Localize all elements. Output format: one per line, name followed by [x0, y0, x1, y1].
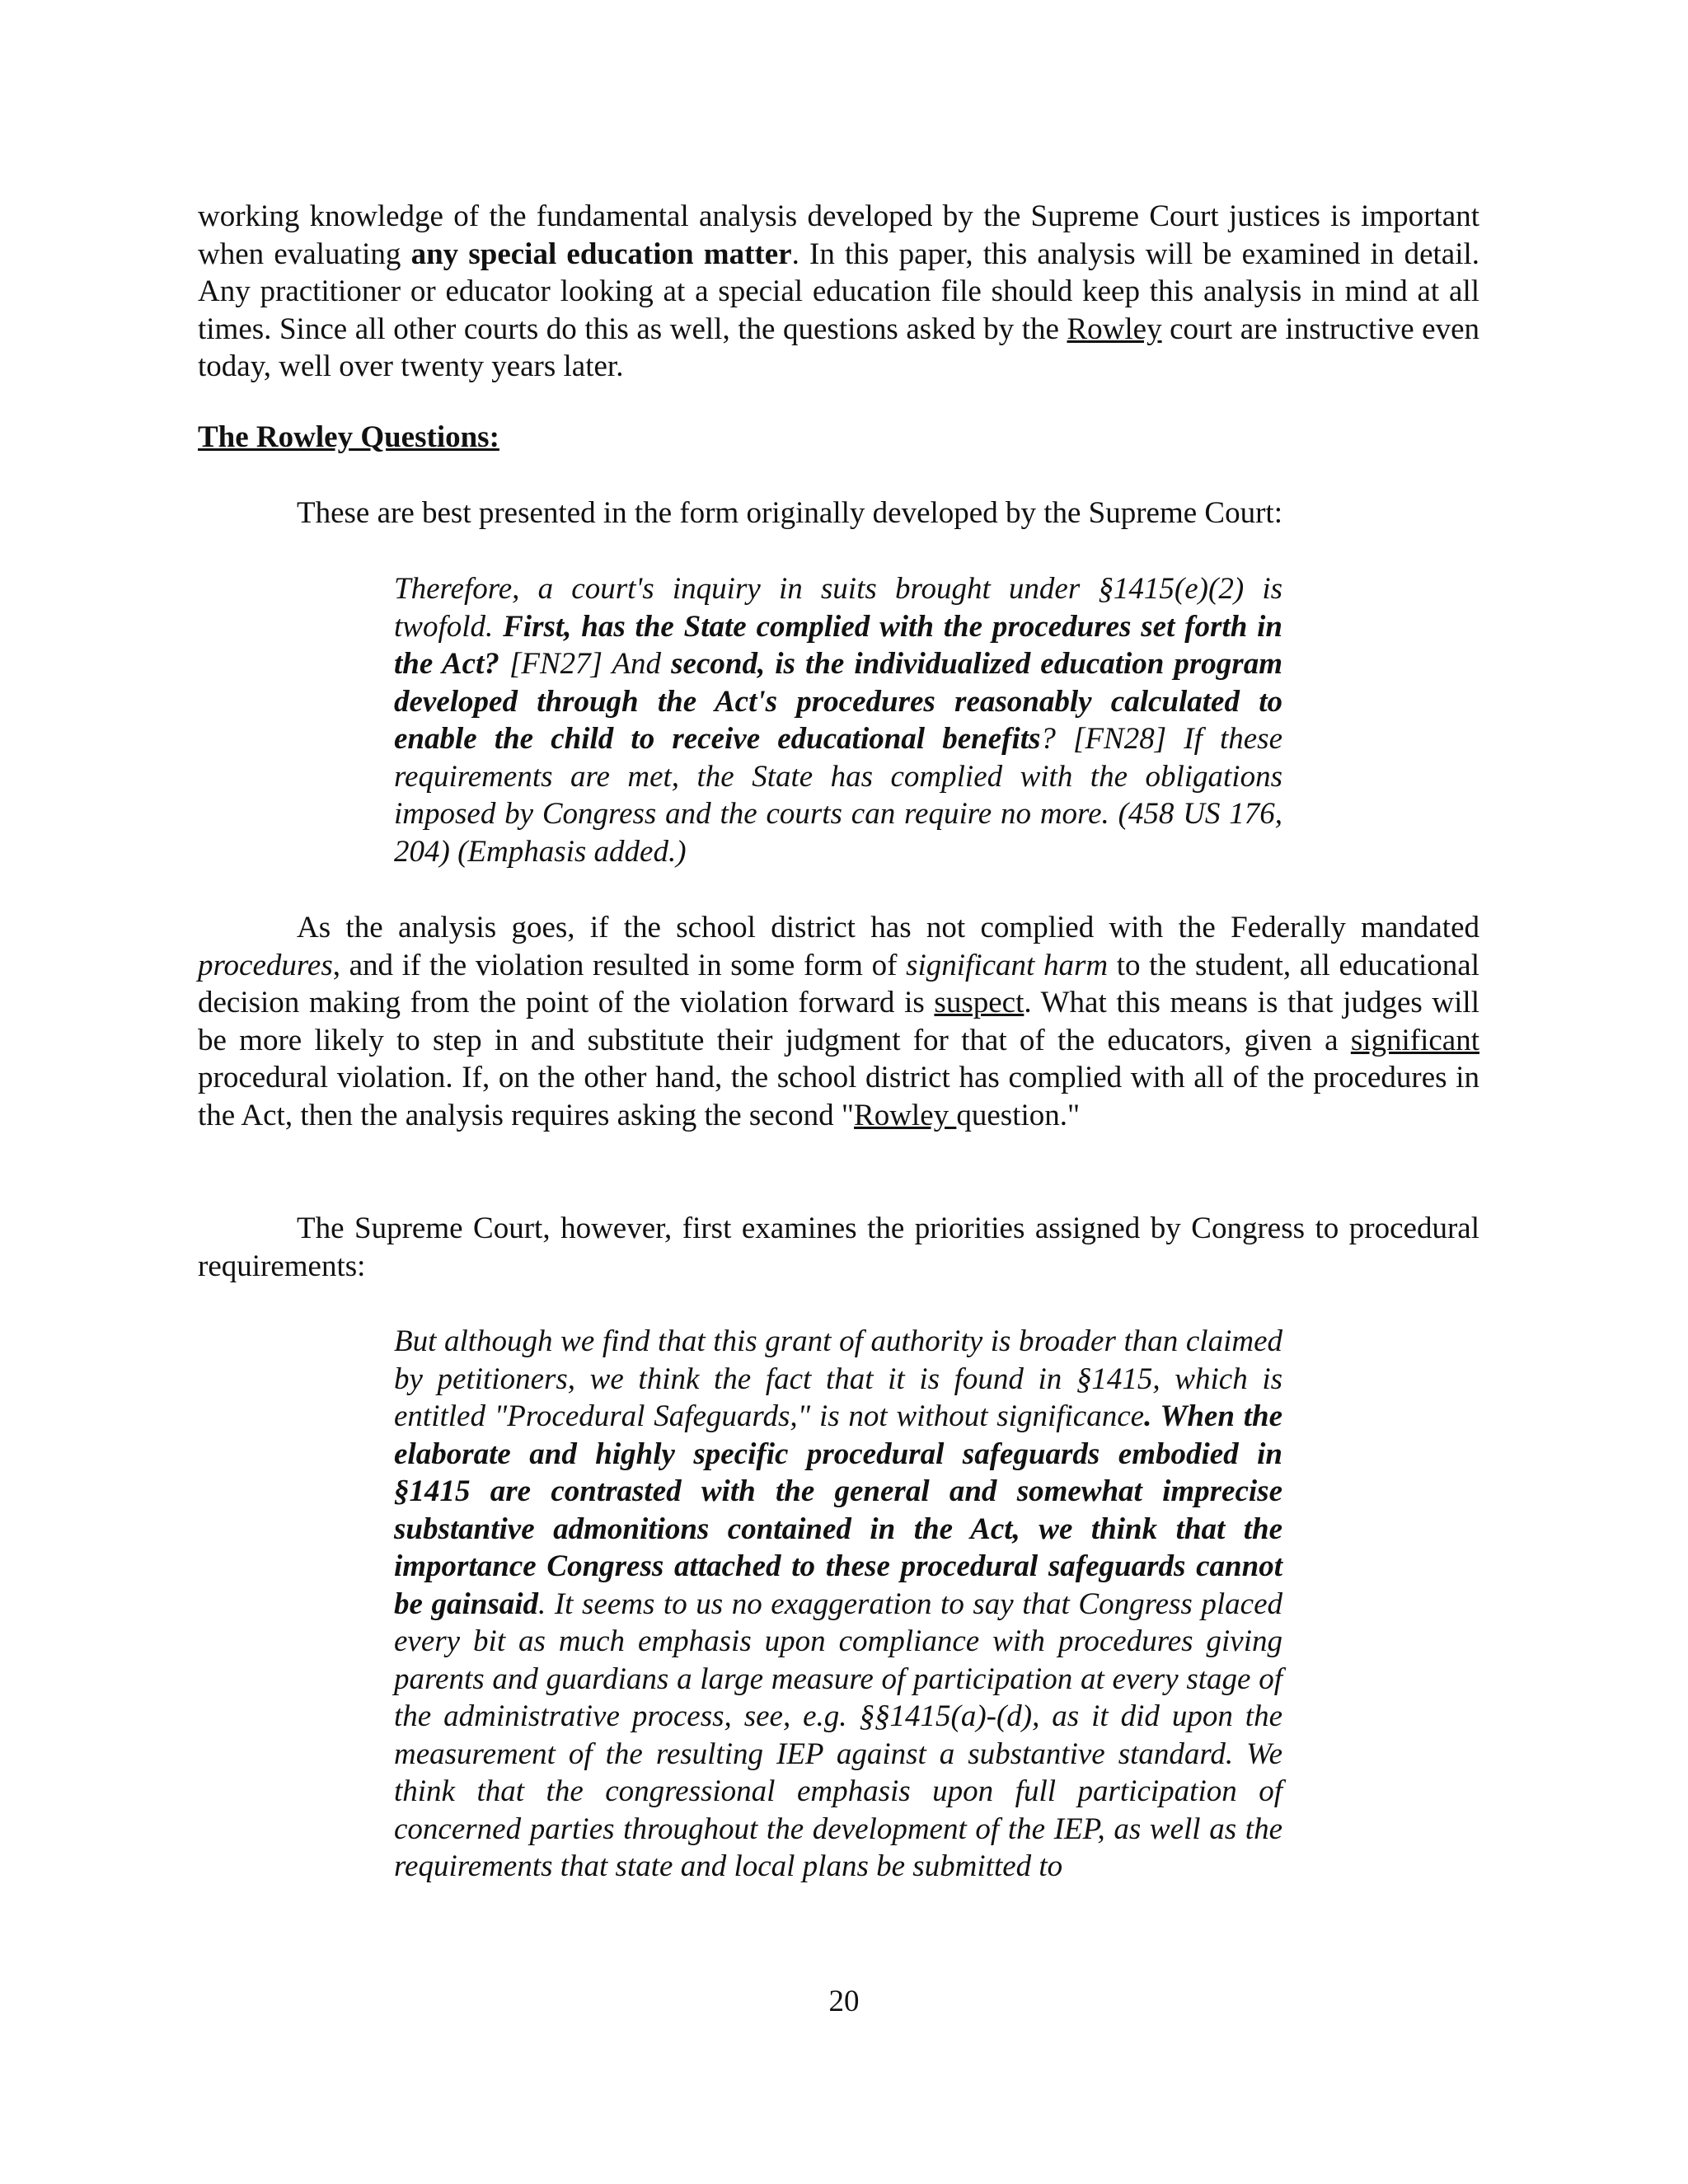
priorities-paragraph: The Supreme Court, however, first examines the priorities assigned by Congress to procedural requirements:	[198, 1212, 1479, 1283]
analysis-text-2: , and if the violation resulted in some form of	[332, 948, 907, 982]
quote2-text-2: . It seems to us no exaggeration to say that Congress placed every bit as much emphasis upon compliance with procedures giving parents and guardians a large measure of participation at every stage of the administrative process, see, e.g. §§1415(a)-(d), as it did upon the measurement of the resulting IEP against a substantive standard. We think that the congressional emphasis upon full participation of concerned parties throughout the development of the IEP, as well as the requirements that state and local plans be submitted to	[394, 1586, 1283, 1883]
page-number: 20	[828, 1985, 860, 2018]
analysis-italic-2: significant harm	[906, 948, 1109, 982]
intro-paragraph	[198, 198, 1479, 386]
quote1-text-2: [FN27] And	[499, 647, 672, 681]
analysis-paragraph	[198, 909, 1479, 1134]
analysis-text-5: procedural violation. If, on the other hand, the school district has complied with all of the procedures in the Act, then the analysis requires asking the second "	[198, 1061, 1479, 1132]
intro-text-2: . In this paper, this analysis will be examined in detail. Any practitioner or educator looking at a special education file should keep this analysis in mind at all times. Since all other courts do this as well, the questions asked by the	[198, 237, 1480, 346]
lead-paragraph: These are best presented in the form originally developed by the Supreme Court:	[297, 496, 1282, 530]
analysis-text-1: As the analysis goes, if the school district has not complied with the Federally mandated	[297, 911, 1479, 944]
analysis-text-3: to the student, all educational decision making from the point of the violation forward is	[198, 948, 1479, 1019]
quote2-emphasis: . When the elaborate and highly specific procedural safeguards embodied in §1415 are contrasted with the general and somewhat imprecise substantive admonitions contained in the Act, we think that the importance Congress attached to these procedural safeguards cannot be gainsaid	[394, 1399, 1282, 1621]
analysis-text-4: . What this means is that judges will be more likely to step in and substitute their judgment for that of the educators, given a	[198, 986, 1479, 1057]
intro-text-3: court are instructive even today, well over twenty years later.	[198, 312, 1480, 383]
quote1-text-1: Therefore, a court's inquiry in suits brought under §1415(e)(2) is twofold.	[394, 572, 1282, 644]
quote1-emphasis-1: First, has the State complied with the procedures set forth in the Act?	[394, 609, 1282, 681]
analysis-italic-1: procedures	[198, 948, 333, 982]
quote1-text-3: ? [FN28] If these requirements are met, the State has complied with the obligations imposed by Congress and the courts can require no more. (458 US 176, 204) (Emphasis added.)	[394, 722, 1283, 869]
analysis-text-6: question."	[956, 1098, 1081, 1132]
analysis-underline-2: significant	[1350, 1023, 1479, 1057]
intro-case-name: Rowley	[1067, 312, 1162, 346]
analysis-underline-1: suspect	[934, 986, 1025, 1019]
intro-emphasis: any special education matter	[410, 237, 792, 271]
section-heading: The Rowley Questions:	[198, 420, 499, 454]
block-quote-1	[394, 570, 1282, 870]
quote2-text-1: But although we find that this grant of authority is broader than claimed by petitioners, we think the fact that it is found in §1415, which is entitled "Procedural Safeguards," is not without significance	[394, 1324, 1282, 1433]
block-quote-2	[394, 1323, 1282, 1886]
quote1-emphasis-2: second, is the individualized education program developed through the Act's procedures reasonably calculated to enable the child to receive educational benefits	[394, 647, 1282, 756]
analysis-case-name: Rowley	[854, 1098, 957, 1132]
intro-text-1: working knowledge of the fundamental analysis developed by the Supreme Court justices is important when evaluating	[198, 199, 1479, 271]
